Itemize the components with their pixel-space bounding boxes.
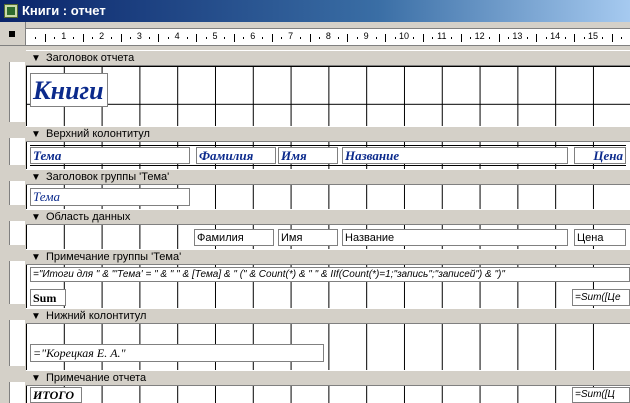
horizontal-ruler[interactable] bbox=[26, 28, 630, 46]
report-icon bbox=[4, 4, 18, 18]
author-expression[interactable]: ="Корецкая Е. А." bbox=[30, 344, 324, 362]
ruler-tick bbox=[73, 37, 74, 39]
ruler-tick bbox=[574, 34, 575, 42]
section-group-footer[interactable] bbox=[26, 265, 630, 308]
ruler-number: 15 bbox=[587, 31, 598, 41]
ruler-tick bbox=[206, 37, 207, 39]
ruler-number: 14 bbox=[550, 31, 561, 41]
ruler-tick bbox=[508, 37, 509, 39]
report-selector[interactable] bbox=[0, 22, 26, 46]
ruler-tick bbox=[35, 37, 36, 39]
ruler-tick bbox=[272, 34, 273, 42]
ruler-number: 9 bbox=[363, 31, 369, 41]
ruler-tick bbox=[168, 37, 169, 39]
ruler-number: 12 bbox=[474, 31, 485, 41]
report-canvas bbox=[26, 46, 630, 403]
detail-field-price[interactable]: Цена bbox=[574, 229, 626, 246]
ruler-number: 7 bbox=[288, 31, 294, 41]
band-detail[interactable]: ▼ Область данных bbox=[26, 209, 630, 225]
ruler-tick bbox=[536, 34, 537, 42]
ruler-number: 1 bbox=[61, 31, 67, 41]
ruler-tick bbox=[54, 37, 55, 39]
section-page-footer[interactable] bbox=[26, 324, 630, 370]
header-label-surname[interactable]: Фамилия bbox=[196, 147, 276, 164]
ruler-tick bbox=[432, 37, 433, 39]
ruler-number: 13 bbox=[512, 31, 523, 41]
ruler-tick bbox=[602, 37, 603, 39]
ruler-tick bbox=[470, 37, 471, 39]
ruler-tick bbox=[423, 34, 424, 42]
ruler-number: 11 bbox=[437, 31, 447, 41]
band-report-footer[interactable]: ▼ Примечание отчета bbox=[26, 370, 630, 386]
sum-price-expression[interactable]: =Sum([Це bbox=[572, 289, 630, 306]
ruler-tick bbox=[310, 34, 311, 42]
section-page-header[interactable] bbox=[26, 142, 630, 169]
header-label-theme[interactable]: Тема bbox=[30, 147, 190, 164]
ruler-tick bbox=[451, 37, 452, 39]
ruler-tick bbox=[527, 37, 528, 39]
ruler-tick bbox=[262, 37, 263, 39]
ruler-tick bbox=[376, 37, 377, 39]
ruler-tick bbox=[149, 37, 150, 39]
band-page-footer[interactable]: ▼ Нижний колонтитул bbox=[26, 308, 630, 324]
ruler-tick bbox=[130, 37, 131, 39]
report-designer bbox=[0, 22, 630, 403]
ruler-tick bbox=[338, 37, 339, 39]
band-page-header[interactable]: ▼ Верхний колонтитул bbox=[26, 126, 630, 142]
ruler-tick bbox=[612, 34, 613, 42]
ruler-tick bbox=[565, 37, 566, 39]
ruler-number: 3 bbox=[136, 31, 142, 41]
ruler-tick bbox=[158, 34, 159, 42]
header-label-title[interactable]: Название bbox=[342, 147, 568, 164]
ruler-number: 8 bbox=[325, 31, 331, 41]
window-title-bar bbox=[0, 0, 630, 22]
ruler-tick bbox=[196, 34, 197, 42]
ruler-tick bbox=[121, 34, 122, 42]
detail-field-title[interactable]: Название bbox=[342, 229, 568, 246]
ruler-tick bbox=[461, 34, 462, 42]
ruler-tick bbox=[347, 34, 348, 42]
ruler-number: 10 bbox=[398, 31, 409, 41]
band-group-header[interactable]: ▼ Заголовок группы 'Тема' bbox=[26, 169, 630, 185]
ruler-tick bbox=[319, 37, 320, 39]
section-detail[interactable] bbox=[26, 225, 630, 249]
ruler-tick bbox=[224, 37, 225, 39]
vertical-ruler[interactable] bbox=[0, 46, 26, 403]
detail-field-name[interactable]: Имя bbox=[278, 229, 338, 246]
ruler-number: 2 bbox=[99, 31, 105, 41]
band-report-header[interactable]: ▼ Заголовок отчета bbox=[26, 50, 630, 66]
ruler-tick bbox=[357, 37, 358, 39]
ruler-tick bbox=[499, 34, 500, 42]
ruler-tick bbox=[621, 37, 622, 39]
report-title-label[interactable]: Книги bbox=[30, 73, 108, 107]
header-label-price[interactable]: Цена bbox=[574, 147, 626, 164]
total-label[interactable]: ИТОГО bbox=[30, 387, 82, 403]
ruler-tick bbox=[281, 37, 282, 39]
ruler-tick bbox=[111, 37, 112, 39]
total-price-expression[interactable]: =Sum([Ц bbox=[572, 387, 630, 403]
ruler-tick bbox=[395, 37, 396, 39]
section-report-header[interactable] bbox=[26, 66, 630, 126]
ruler-tick bbox=[243, 37, 244, 39]
band-group-footer[interactable]: ▼ Примечание группы 'Тема' bbox=[26, 249, 630, 265]
header-label-name[interactable]: Имя bbox=[278, 147, 338, 164]
detail-field-surname[interactable]: Фамилия bbox=[194, 229, 274, 246]
ruler-number: 6 bbox=[250, 31, 256, 41]
ruler-tick bbox=[385, 34, 386, 42]
group-summary-expression[interactable]: ="Итоги для " & "'Тема' = " & " " & [Тема] & " (" & Count(*) & " " & IIf(Count(*)=1;"запись";"записей") & ")" bbox=[30, 267, 630, 282]
ruler-tick bbox=[234, 34, 235, 42]
ruler-tick bbox=[584, 37, 585, 39]
ruler-tick bbox=[300, 37, 301, 39]
ruler-tick bbox=[187, 37, 188, 39]
ruler-tick bbox=[413, 37, 414, 39]
ruler-tick bbox=[489, 37, 490, 39]
ruler-tick bbox=[546, 37, 547, 39]
group-theme-field[interactable]: Тема bbox=[30, 188, 190, 206]
section-group-header[interactable] bbox=[26, 185, 630, 209]
ruler-number: 4 bbox=[174, 31, 180, 41]
ruler-tick bbox=[92, 37, 93, 39]
section-report-footer[interactable] bbox=[26, 386, 630, 403]
window-title: Книги : отчет bbox=[22, 3, 106, 18]
ruler-tick bbox=[45, 34, 46, 42]
ruler-tick bbox=[83, 34, 84, 42]
ruler-number: 5 bbox=[212, 31, 218, 41]
sum-label[interactable]: Sum bbox=[30, 289, 66, 306]
